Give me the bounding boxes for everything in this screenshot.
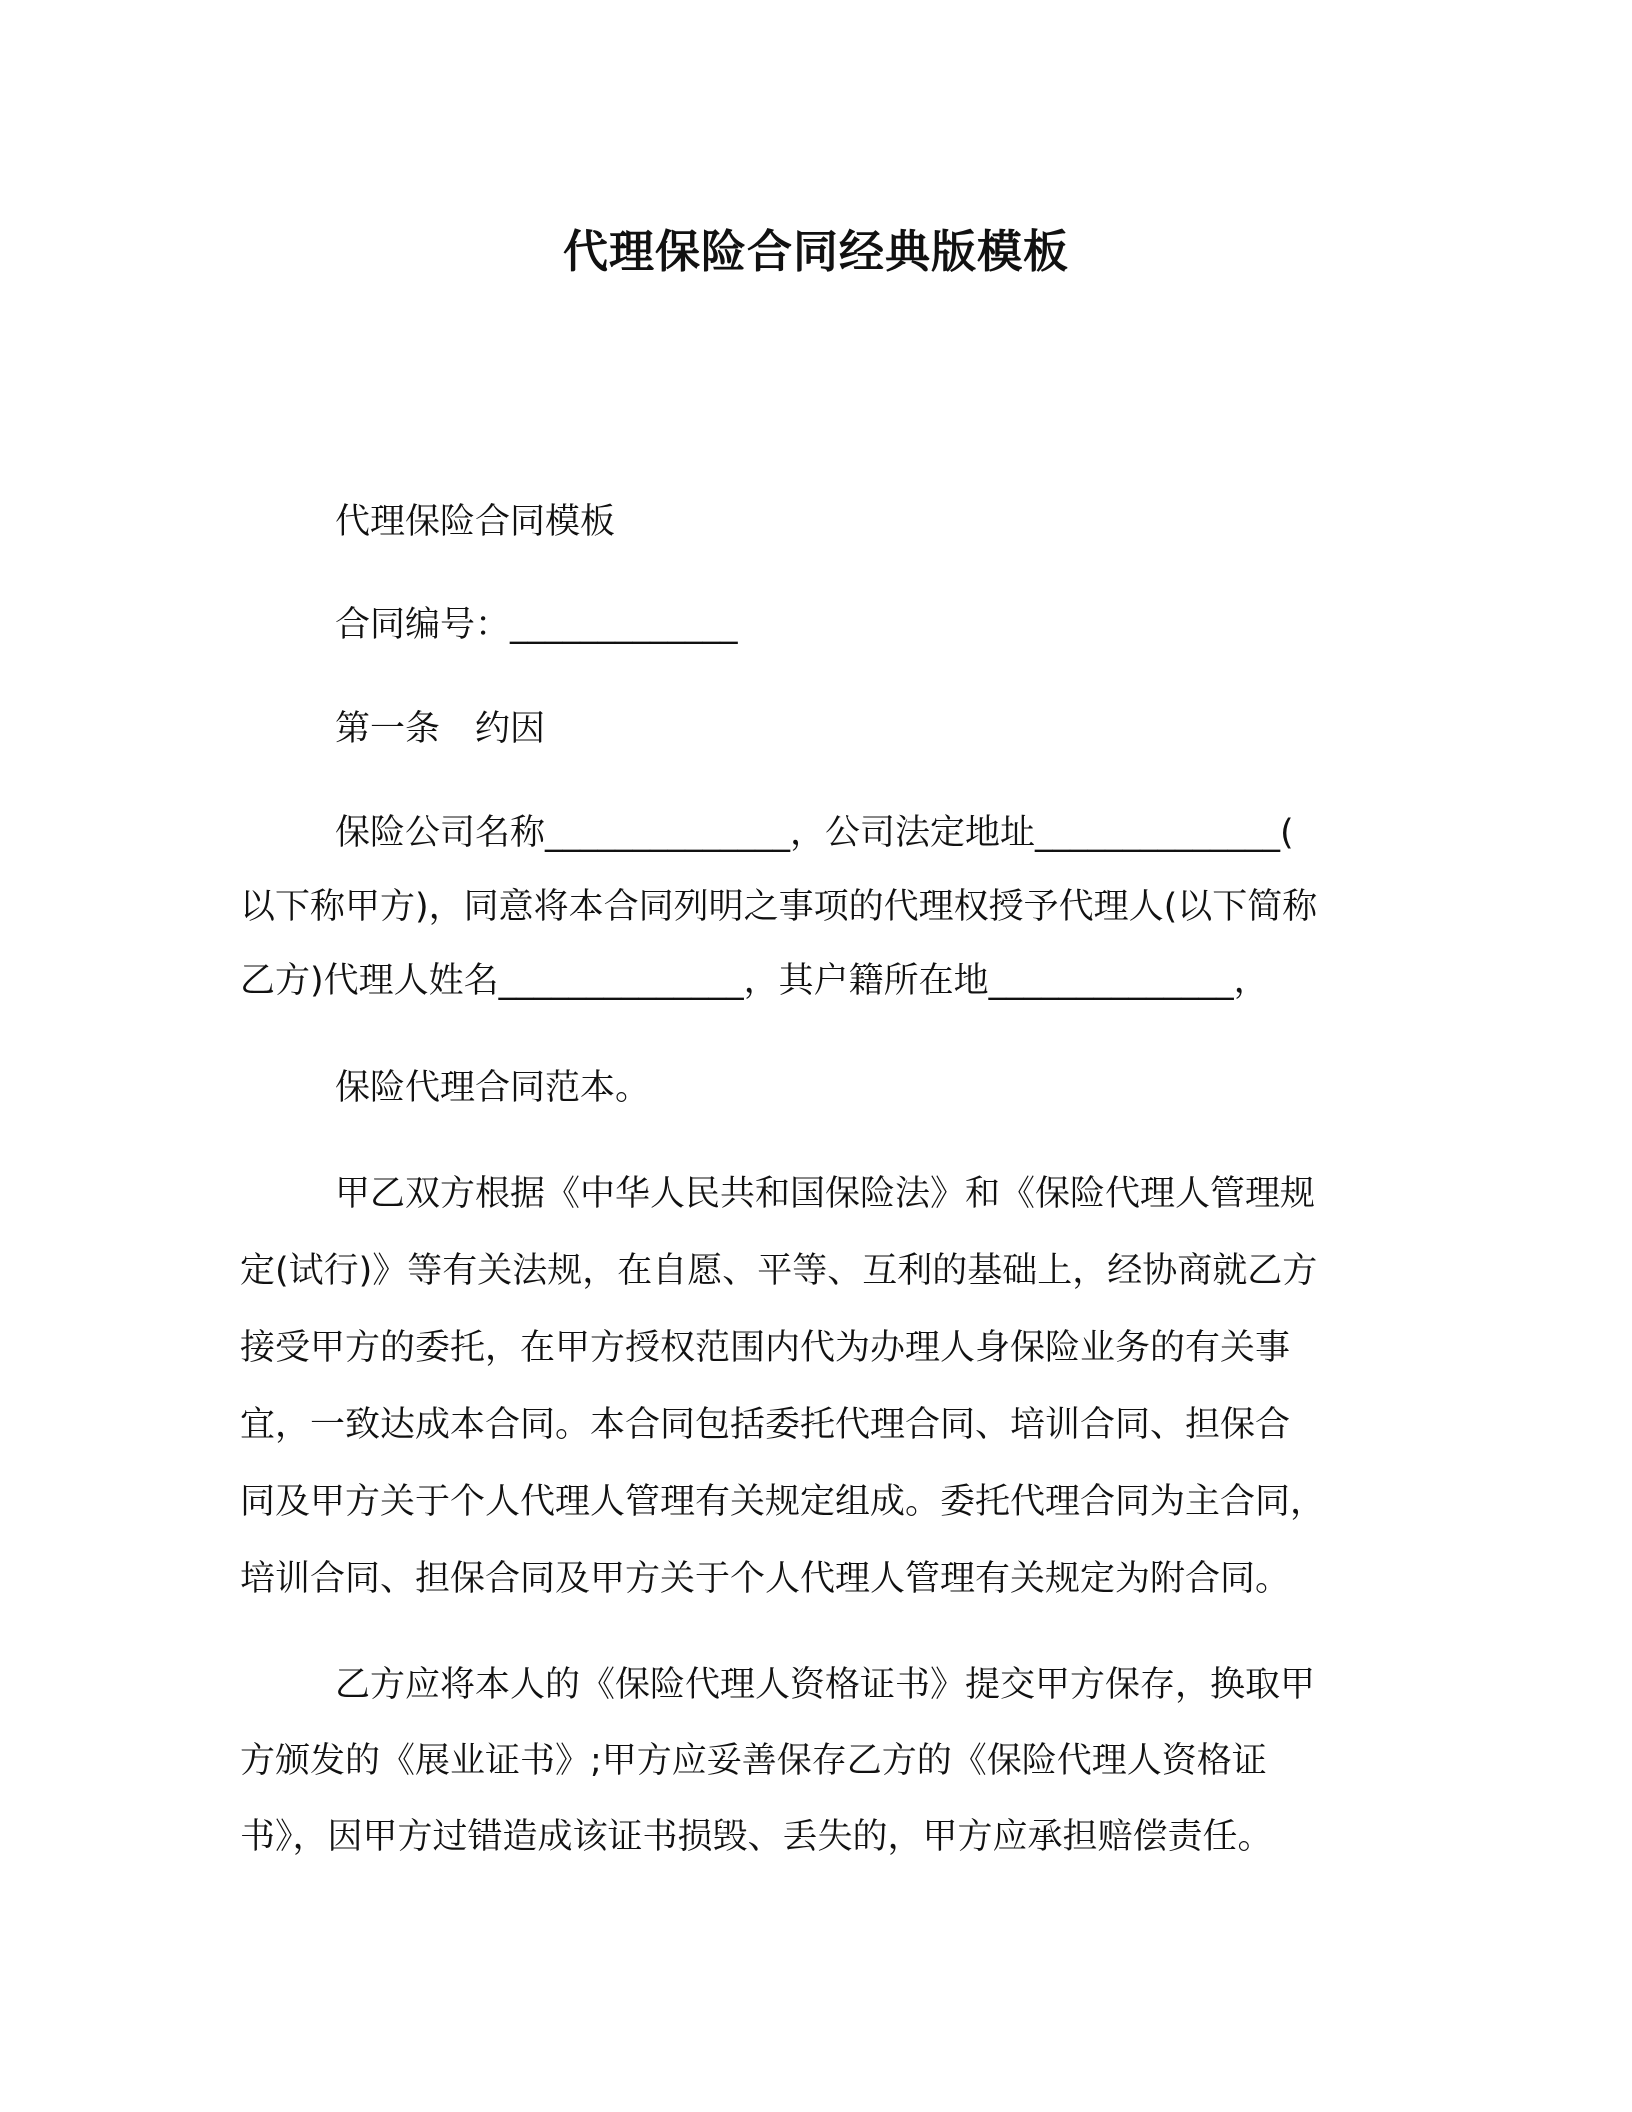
paragraph-1-line-2: 以下称甲方)，同意将本合同列明之事项的代理权授予代理人(以下简称 <box>240 887 1318 927</box>
document-subtitle: 代理保险合同模板 <box>335 502 616 542</box>
paragraph-4-line-3: 书》，因甲方过错造成该证书损毁、丢失的，甲方应承担赔偿责任。 <box>240 1817 1273 1857</box>
article-1-heading: 第一条 约因 <box>335 709 546 749</box>
paragraph-1-line-3: 乙方)代理人姓名______________，其户籍所在地______________， <box>240 961 1269 1001</box>
paragraph-3-line-5: 同及甲方关于个人代理人管理有关规定组成。委托代理合同为主合同， <box>240 1482 1326 1522</box>
paragraph-4-line-1: 乙方应将本人的《保险代理人资格证书》提交甲方保存，换取甲 <box>335 1665 1316 1705</box>
paragraph-1-line-1: 保险公司名称______________，公司法定地址______________( <box>335 813 1294 853</box>
contract-number-line: 合同编号：_____________ <box>335 605 738 645</box>
paragraph-3-line-6: 培训合同、担保合同及甲方关于个人代理人管理有关规定为附合同。 <box>240 1559 1291 1599</box>
paragraph-3-line-1: 甲乙双方根据《中华人民共和国保险法》和《保险代理人管理规 <box>335 1174 1316 1214</box>
paragraph-4-line-2: 方颁发的《展业证书》;甲方应妥善保存乙方的《保险代理人资格证 <box>240 1741 1267 1781</box>
document-title: 代理保险合同经典版模板 <box>562 225 1069 278</box>
paragraph-3-line-3: 接受甲方的委托，在甲方授权范围内代为办理人身保险业务的有关事 <box>240 1328 1291 1368</box>
paragraph-3-line-2: 定(试行)》等有关法规，在自愿、平等、互利的基础上，经协商就乙方 <box>240 1251 1318 1291</box>
paragraph-2: 保险代理合同范本。 <box>335 1068 651 1108</box>
paragraph-3-line-4: 宜，一致达成本合同。本合同包括委托代理合同、培训合同、担保合 <box>240 1405 1291 1445</box>
